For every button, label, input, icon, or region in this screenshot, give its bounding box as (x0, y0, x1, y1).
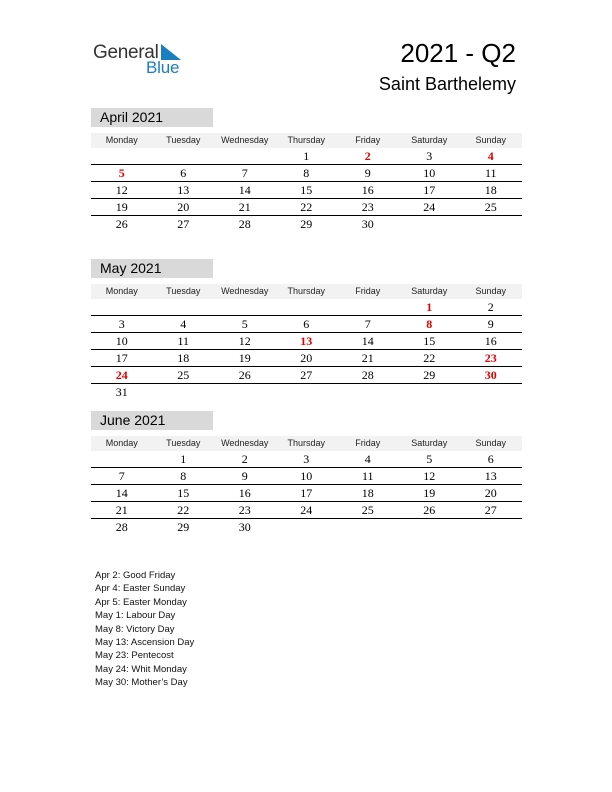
month-title: April 2021 (91, 108, 213, 127)
weekday-label: Tuesday (166, 286, 201, 296)
day-cell: 11 (484, 166, 497, 180)
week-row (91, 182, 522, 199)
empty-day-cell (337, 384, 399, 400)
week-row (91, 502, 522, 519)
weekday-label: Tuesday (166, 135, 201, 145)
day-cell: 28 (115, 520, 128, 534)
month-title: June 2021 (91, 411, 213, 430)
day-cell: 16 (238, 486, 251, 500)
holiday-item: May 30: Mother’s Day (95, 677, 188, 689)
day-cell: 14 (238, 183, 251, 197)
week-row (91, 367, 522, 384)
day-cell: 30 (484, 368, 497, 382)
empty-day-cell (337, 299, 399, 315)
day-cell: 31 (115, 385, 128, 399)
day-cell: 18 (484, 183, 497, 197)
holiday-item: May 8: Victory Day (95, 623, 175, 635)
weekday-label: Monday (105, 438, 138, 448)
empty-day-cell (91, 299, 153, 315)
day-cell: 15 (177, 486, 190, 500)
weekday-label: Friday (355, 286, 381, 296)
day-cell: 9 (487, 317, 494, 331)
day-cell: 8 (303, 166, 310, 180)
day-cell: 1 (180, 452, 187, 466)
empty-day-cell (460, 384, 522, 400)
calendar-grid (91, 436, 522, 535)
weekday-label: Friday (355, 135, 381, 145)
day-cell: 7 (118, 469, 125, 483)
logo-text-blue: Blue (146, 58, 180, 77)
day-cell: 20 (177, 200, 190, 214)
holiday-item: May 24: Whit Monday (95, 663, 187, 675)
holiday-item: May 1: Labour Day (95, 610, 176, 622)
weekday-label: Wednesday (221, 286, 269, 296)
week-row (91, 350, 522, 367)
weekday-label: Monday (105, 135, 138, 145)
day-cell: 28 (361, 368, 374, 382)
page-title: 2021 - Q2 (400, 38, 516, 68)
weekday-label: Monday (105, 286, 138, 296)
day-cell: 26 (423, 503, 436, 517)
day-cell: 6 (303, 317, 310, 331)
holiday-item: Apr 2: Good Friday (95, 570, 176, 581)
day-cell: 6 (180, 166, 187, 180)
day-cell: 13 (177, 183, 190, 197)
day-cell: 30 (238, 520, 251, 534)
day-cell: 24 (115, 368, 128, 382)
weekday-label: Friday (355, 438, 381, 448)
day-cell: 2 (487, 300, 494, 314)
empty-day-cell (276, 299, 338, 315)
week-row (91, 216, 522, 232)
day-cell: 1 (303, 149, 310, 163)
day-cell: 12 (423, 469, 436, 483)
empty-day-cell (399, 384, 461, 400)
day-cell: 17 (300, 486, 313, 500)
weekday-label: Thursday (287, 286, 326, 296)
day-cell: 12 (238, 334, 251, 348)
day-cell: 25 (484, 200, 497, 214)
day-cell: 21 (238, 200, 251, 214)
empty-day-cell (91, 148, 153, 164)
day-cell: 30 (361, 217, 374, 231)
day-cell: 20 (484, 486, 497, 500)
day-cell: 10 (300, 469, 313, 483)
weekday-label: Saturday (411, 286, 448, 296)
day-cell: 25 (361, 503, 374, 517)
week-row (91, 316, 522, 333)
day-cell: 7 (364, 317, 371, 331)
day-cell: 11 (177, 334, 190, 348)
day-cell: 22 (300, 200, 313, 214)
week-row (91, 165, 522, 182)
day-cell: 2 (364, 149, 371, 163)
day-cell: 3 (303, 452, 310, 466)
day-cell: 17 (423, 183, 436, 197)
day-cell: 1 (426, 300, 433, 314)
weekday-label: Wednesday (221, 438, 269, 448)
day-cell: 16 (361, 183, 374, 197)
day-cell: 4 (487, 149, 494, 163)
calendar-grid (91, 133, 522, 232)
day-cell: 23 (361, 200, 374, 214)
empty-day-cell (91, 451, 153, 467)
weekday-label: Thursday (287, 438, 326, 448)
week-row (91, 468, 522, 485)
week-row (91, 451, 522, 468)
weekday-label: Thursday (287, 135, 326, 145)
empty-day-cell (153, 299, 215, 315)
week-row (91, 299, 522, 316)
day-cell: 6 (487, 452, 494, 466)
day-cell: 5 (241, 317, 248, 331)
week-row (91, 384, 522, 400)
day-cell: 19 (238, 351, 251, 365)
empty-day-cell (276, 519, 338, 535)
weekday-label: Saturday (411, 135, 448, 145)
day-cell: 29 (300, 217, 313, 231)
empty-day-cell (153, 148, 215, 164)
day-cell: 23 (238, 503, 251, 517)
weekday-label: Sunday (475, 286, 507, 296)
day-cell: 26 (238, 368, 251, 382)
day-cell: 9 (364, 166, 371, 180)
day-cell: 26 (115, 217, 128, 231)
country-name: Saint Barthelemy (378, 74, 516, 94)
month-title: May 2021 (91, 259, 213, 278)
day-cell: 22 (423, 351, 436, 365)
week-row (91, 333, 522, 350)
day-cell: 18 (177, 351, 190, 365)
holiday-item: Apr 4: Easter Sunday (95, 583, 186, 595)
empty-day-cell (337, 519, 399, 535)
empty-day-cell (214, 384, 276, 400)
day-cell: 3 (426, 149, 433, 163)
day-cell: 19 (423, 486, 436, 500)
day-cell: 14 (115, 486, 128, 500)
month-block-april (91, 108, 522, 232)
day-cell: 10 (115, 334, 128, 348)
empty-day-cell (276, 384, 338, 400)
day-cell: 15 (300, 183, 313, 197)
day-cell: 27 (177, 217, 190, 231)
day-cell: 5 (426, 452, 433, 466)
day-cell: 13 (300, 334, 313, 348)
day-cell: 24 (423, 200, 436, 214)
day-cell: 18 (361, 486, 374, 500)
day-cell: 8 (426, 317, 433, 331)
day-cell: 20 (300, 351, 313, 365)
weekday-header-row (91, 436, 522, 451)
week-row (91, 519, 522, 535)
day-cell: 19 (115, 200, 128, 214)
weekday-label: Tuesday (166, 438, 201, 448)
empty-day-cell (214, 299, 276, 315)
week-row (91, 485, 522, 502)
day-cell: 2 (241, 452, 248, 466)
day-cell: 17 (115, 351, 128, 365)
weekday-label: Saturday (411, 438, 448, 448)
weekday-label: Sunday (475, 438, 507, 448)
day-cell: 23 (484, 351, 497, 365)
month-block-june (91, 411, 522, 535)
brand-logo (93, 40, 193, 80)
day-cell: 27 (484, 503, 497, 517)
empty-day-cell (214, 148, 276, 164)
holiday-item: May 23: Pentecost (95, 650, 174, 662)
month-block-may (91, 259, 522, 400)
empty-day-cell (399, 216, 461, 232)
day-cell: 4 (180, 317, 187, 331)
day-cell: 21 (361, 351, 374, 365)
holiday-list (95, 569, 194, 690)
day-cell: 28 (238, 217, 251, 231)
day-cell: 21 (115, 503, 128, 517)
holiday-item: Apr 5: Easter Monday (95, 596, 187, 608)
week-row (91, 199, 522, 216)
day-cell: 27 (300, 368, 313, 382)
day-cell: 22 (177, 503, 190, 517)
day-cell: 5 (118, 166, 125, 180)
empty-day-cell (153, 384, 215, 400)
day-cell: 9 (241, 469, 248, 483)
logo-text-general: General (93, 42, 159, 63)
day-cell: 13 (484, 469, 497, 483)
day-cell: 25 (177, 368, 190, 382)
day-cell: 10 (423, 166, 436, 180)
weekday-header-row (91, 284, 522, 299)
day-cell: 14 (361, 334, 374, 348)
day-cell: 24 (300, 503, 313, 517)
weekday-header-row (91, 133, 522, 148)
holiday-item: May 13: Ascension Day (95, 637, 195, 649)
day-cell: 29 (423, 368, 436, 382)
day-cell: 7 (241, 166, 248, 180)
day-cell: 16 (484, 334, 497, 348)
day-cell: 12 (115, 183, 128, 197)
calendar-grid (91, 284, 522, 400)
day-cell: 8 (180, 469, 187, 483)
empty-day-cell (460, 519, 522, 535)
day-cell: 15 (423, 334, 436, 348)
day-cell: 4 (364, 452, 371, 466)
day-cell: 11 (361, 469, 374, 483)
empty-day-cell (399, 519, 461, 535)
empty-day-cell (460, 216, 522, 232)
week-row (91, 148, 522, 165)
day-cell: 3 (118, 317, 125, 331)
day-cell: 29 (177, 520, 190, 534)
weekday-label: Wednesday (221, 135, 269, 145)
weekday-label: Sunday (475, 135, 507, 145)
